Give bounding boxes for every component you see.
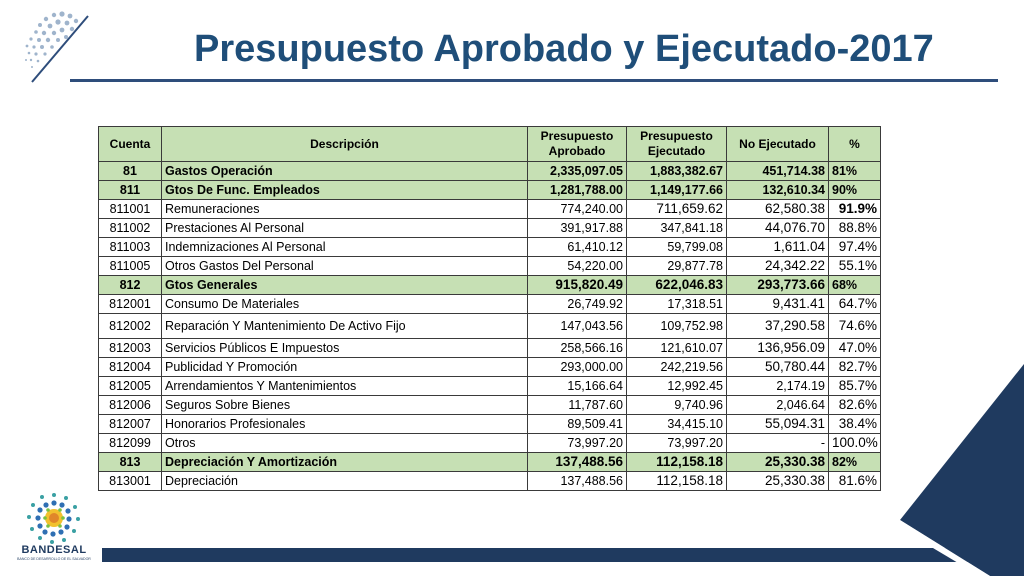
cell-pct: 88.8%: [829, 219, 881, 238]
cell-descripcion: Publicidad Y Promoción: [162, 358, 528, 377]
cell-pct: 97.4%: [829, 238, 881, 257]
cell-aprobado: 137,488.56: [528, 472, 627, 491]
cell-cuenta: 812005: [99, 377, 162, 396]
cell-aprobado: 391,917.88: [528, 219, 627, 238]
cell-cuenta: 812001: [99, 295, 162, 314]
cell-aprobado: 258,566.16: [528, 339, 627, 358]
cell-ejecutado: 109,752.98: [627, 314, 727, 339]
cell-no-ejecutado: 25,330.38: [727, 453, 829, 472]
header-ejecutado-line2: Ejecutado: [647, 144, 706, 158]
cell-no-ejecutado: 1,611.04: [727, 238, 829, 257]
cell-aprobado: 11,787.60: [528, 396, 627, 415]
cell-ejecutado: 34,415.10: [627, 415, 727, 434]
cell-pct: 82.7%: [829, 358, 881, 377]
cell-ejecutado: 17,318.51: [627, 295, 727, 314]
cell-ejecutado: 1,883,382.67: [627, 162, 727, 181]
cell-cuenta: 81: [99, 162, 162, 181]
header-aprobado-line2: Aprobado: [548, 144, 606, 158]
cell-ejecutado: 112,158.18: [627, 453, 727, 472]
cell-aprobado: 1,281,788.00: [528, 181, 627, 200]
bandesal-logo-icon: [22, 490, 86, 546]
cell-descripcion: Depreciación Y Amortización: [162, 453, 528, 472]
cell-aprobado: 15,166.64: [528, 377, 627, 396]
cell-ejecutado: 347,841.18: [627, 219, 727, 238]
cell-cuenta: 812007: [99, 415, 162, 434]
cell-descripcion: Consumo De Materiales: [162, 295, 528, 314]
cell-pct: 64.7%: [829, 295, 881, 314]
cell-descripcion: Depreciación: [162, 472, 528, 491]
cell-pct: 85.7%: [829, 377, 881, 396]
cell-ejecutado: 73,997.20: [627, 434, 727, 453]
cell-no-ejecutado: 25,330.38: [727, 472, 829, 491]
header-pct: %: [829, 127, 881, 162]
cell-no-ejecutado: 50,780.44: [727, 358, 829, 377]
cell-no-ejecutado: 451,714.38: [727, 162, 829, 181]
cell-cuenta: 811005: [99, 257, 162, 276]
cell-no-ejecutado: 293,773.66: [727, 276, 829, 295]
brand-name: BANDESAL: [21, 544, 87, 556]
cell-cuenta: 811003: [99, 238, 162, 257]
cell-descripcion: Prestaciones Al Personal: [162, 219, 528, 238]
cell-pct: 90%: [829, 181, 881, 200]
brand-tagline: BANCO DE DESARROLLO DE EL SALVADOR: [17, 557, 91, 561]
cell-descripcion: Seguros Sobre Bienes: [162, 396, 528, 415]
cell-descripcion: Honorarios Profesionales: [162, 415, 528, 434]
cell-descripcion: Servicios Públicos E Impuestos: [162, 339, 528, 358]
cell-pct: 68%: [829, 276, 881, 295]
cell-pct: 82%: [829, 453, 881, 472]
cell-descripcion: Otros Gastos Del Personal: [162, 257, 528, 276]
cell-aprobado: 73,997.20: [528, 434, 627, 453]
cell-cuenta: 813: [99, 453, 162, 472]
cell-pct: 91.9%: [829, 200, 881, 219]
header-descripcion: Descripción: [162, 127, 528, 162]
cell-ejecutado: 711,659.62: [627, 200, 727, 219]
cell-no-ejecutado: 2,174.19: [727, 377, 829, 396]
cell-cuenta: 812006: [99, 396, 162, 415]
cell-aprobado: 915,820.49: [528, 276, 627, 295]
cell-no-ejecutado: 2,046.64: [727, 396, 829, 415]
cell-cuenta: 812002: [99, 314, 162, 339]
cell-descripcion: Reparación Y Mantenimiento De Activo Fijo: [162, 314, 528, 339]
cell-descripcion: Gtos Generales: [162, 276, 528, 295]
cell-ejecutado: 112,158.18: [627, 472, 727, 491]
cell-aprobado: 89,509.41: [528, 415, 627, 434]
cell-ejecutado: 59,799.08: [627, 238, 727, 257]
cell-aprobado: 54,220.00: [528, 257, 627, 276]
header-aprobado-line1: Presupuesto: [540, 129, 614, 143]
cell-descripcion: Gtos De Func. Empleados: [162, 181, 528, 200]
cell-aprobado: 293,000.00: [528, 358, 627, 377]
cell-cuenta: 813001: [99, 472, 162, 491]
cell-no-ejecutado: 62,580.38: [727, 200, 829, 219]
cell-ejecutado: 121,610.07: [627, 339, 727, 358]
cell-no-ejecutado: 55,094.31: [727, 415, 829, 434]
cell-cuenta: 811001: [99, 200, 162, 219]
cell-aprobado: 137,488.56: [528, 453, 627, 472]
cell-cuenta: 811002: [99, 219, 162, 238]
cell-no-ejecutado: -: [727, 434, 829, 453]
cell-cuenta: 812004: [99, 358, 162, 377]
header-no-ejecutado: No Ejecutado: [727, 127, 829, 162]
cell-aprobado: 774,240.00: [528, 200, 627, 219]
cell-ejecutado: 622,046.83: [627, 276, 727, 295]
header-cuenta: Cuenta: [99, 127, 162, 162]
cell-pct: 38.4%: [829, 415, 881, 434]
cell-descripcion: Otros: [162, 434, 528, 453]
cell-cuenta: 812099: [99, 434, 162, 453]
cell-no-ejecutado: 136,956.09: [727, 339, 829, 358]
cell-no-ejecutado: 24,342.22: [727, 257, 829, 276]
cell-cuenta: 812: [99, 276, 162, 295]
cell-pct: 100.0%: [829, 434, 881, 453]
cell-pct: 74.6%: [829, 314, 881, 339]
cell-aprobado: 26,749.92: [528, 295, 627, 314]
cell-no-ejecutado: 132,610.34: [727, 181, 829, 200]
cell-ejecutado: 12,992.45: [627, 377, 727, 396]
cell-cuenta: 811: [99, 181, 162, 200]
cell-ejecutado: 29,877.78: [627, 257, 727, 276]
cell-pct: 82.6%: [829, 396, 881, 415]
cell-pct: 81.6%: [829, 472, 881, 491]
cell-descripcion: Indemnizaciones Al Personal: [162, 238, 528, 257]
cell-descripcion: Remuneraciones: [162, 200, 528, 219]
cell-pct: 47.0%: [829, 339, 881, 358]
cell-cuenta: 812003: [99, 339, 162, 358]
cell-ejecutado: 242,219.56: [627, 358, 727, 377]
cell-descripcion: Gastos Operación: [162, 162, 528, 181]
cell-aprobado: 2,335,097.05: [528, 162, 627, 181]
cell-aprobado: 147,043.56: [528, 314, 627, 339]
cell-no-ejecutado: 37,290.58: [727, 314, 829, 339]
cell-descripcion: Arrendamientos Y Mantenimientos: [162, 377, 528, 396]
cell-ejecutado: 1,149,177.66: [627, 181, 727, 200]
cell-pct: 81%: [829, 162, 881, 181]
cell-pct: 55.1%: [829, 257, 881, 276]
header-ejecutado-line1: Presupuesto: [640, 129, 713, 143]
cell-aprobado: 61,410.12: [528, 238, 627, 257]
cell-no-ejecutado: 9,431.41: [727, 295, 829, 314]
cell-ejecutado: 9,740.96: [627, 396, 727, 415]
cell-no-ejecutado: 44,076.70: [727, 219, 829, 238]
page-title: Presupuesto Aprobado y Ejecutado-2017: [194, 28, 934, 70]
